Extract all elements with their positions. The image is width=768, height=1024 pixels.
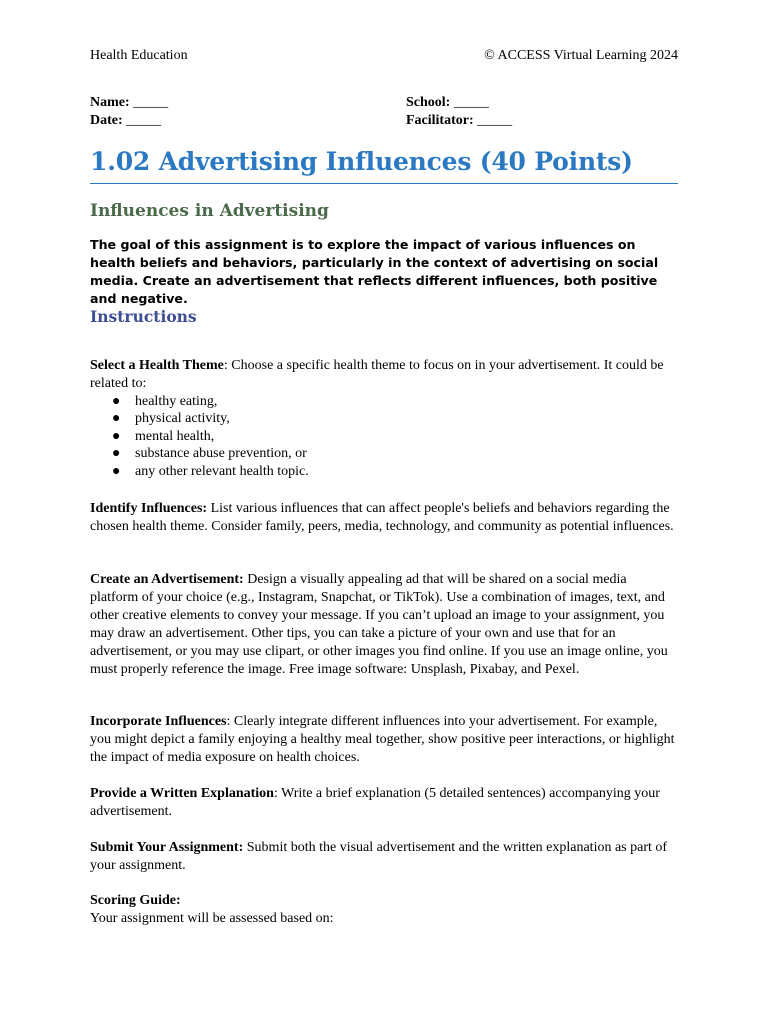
facilitator-label: Facilitator: <box>406 113 474 128</box>
bullet-icon: ● <box>112 411 121 427</box>
bullet-icon: ● <box>112 463 121 479</box>
header-course: Health Education <box>90 48 188 63</box>
school-label: School: <box>406 95 451 110</box>
incorporate-paragraph <box>90 713 678 767</box>
list-item: ● any other relevant health topic. <box>112 463 309 479</box>
name-field <box>90 94 168 112</box>
date-label: Date: <box>90 113 123 128</box>
facilitator-field <box>406 112 512 130</box>
theme-list <box>90 393 309 480</box>
create-label: Create an Advertisement: <box>90 572 244 587</box>
facilitator-blank: _____ <box>477 113 513 128</box>
student-info <box>90 94 678 130</box>
theme-paragraph <box>90 357 678 393</box>
school-field <box>406 94 489 112</box>
header-copyright: © ACCESS Virtual Learning 2024 <box>484 48 678 63</box>
name-blank: _____ <box>133 95 169 110</box>
intro-paragraph: The goal of this assignment is to explore the impact of various influences on health beliefs and behaviors, particularly in the context of advertising on social media. Create an advertisement that reflects different influences, both positive and negative. <box>90 237 659 306</box>
incorporate-text: : Clearly integrate different influences into your advertisement. For example, you might depict a family enjoying a healthy meal together, show positive peer interactions, or highlight the impact of media exposure on health choices. <box>90 714 675 765</box>
scoring-label: Scoring Guide: <box>90 893 181 908</box>
scoring-paragraph <box>90 892 678 928</box>
list-item: ● healthy eating, <box>112 394 218 409</box>
list-item: ● physical activity, <box>112 411 230 427</box>
instructions-heading: Instructions <box>90 307 197 326</box>
submit-text: Submit both the visual advertisement and the written explanation as part of your assignment. <box>90 840 668 873</box>
identify-text: List various influences that can affect people's beliefs and behaviors regarding the chosen health theme. Consider family, peers, media, technology, and community as potential influences. <box>90 501 674 534</box>
list-item: ● mental health, <box>112 428 215 444</box>
section-subtitle: Influences in Advertising <box>90 201 329 221</box>
theme-label: Select a Health Theme <box>90 358 224 373</box>
incorporate-label: Incorporate Influences <box>90 714 227 729</box>
scoring-text: Your assignment will be assessed based on: <box>90 911 334 926</box>
explain-paragraph <box>90 785 678 821</box>
school-blank: _____ <box>453 95 489 110</box>
submit-paragraph <box>90 839 678 875</box>
explain-label: Provide a Written Explanation <box>90 786 274 801</box>
date-field <box>90 112 161 130</box>
bullet-icon: ● <box>112 394 121 409</box>
create-paragraph <box>90 571 678 679</box>
submit-label: Submit Your Assignment: <box>90 840 244 855</box>
bullet-icon: ● <box>112 446 121 462</box>
name-label: Name: <box>90 95 130 110</box>
explain-text: : Write a brief explanation (5 detailed sentences) accompanying your advertisement. <box>90 786 660 819</box>
bullet-icon: ● <box>112 428 121 444</box>
theme-text: : Choose a specific health theme to focus on in your advertisement. It could be related to: <box>90 358 664 391</box>
identify-paragraph <box>90 500 678 536</box>
date-blank: _____ <box>126 113 162 128</box>
create-text: Design a visually appealing ad that will be shared on a social media platform of your choice (e.g., Instagram, Snapchat, or TikTok). Use a combination of images, text, and other creative elements to convey your message. If you can’t upload an image to your assignment, you may draw an advertisement. Other tips, you can take a picture of your own and use that for an advertisement, or you may use clipart, or other images you find online. If you use an image online, you must properly reference the image. Free image software: Unsplash, Pixabay, and Pexel. <box>90 572 668 677</box>
page-title: 1.02 Advertising Influences (40 Points) <box>90 144 678 184</box>
list-item: ● substance abuse prevention, or <box>112 446 307 462</box>
identify-label: Identify Influences: <box>90 501 208 516</box>
